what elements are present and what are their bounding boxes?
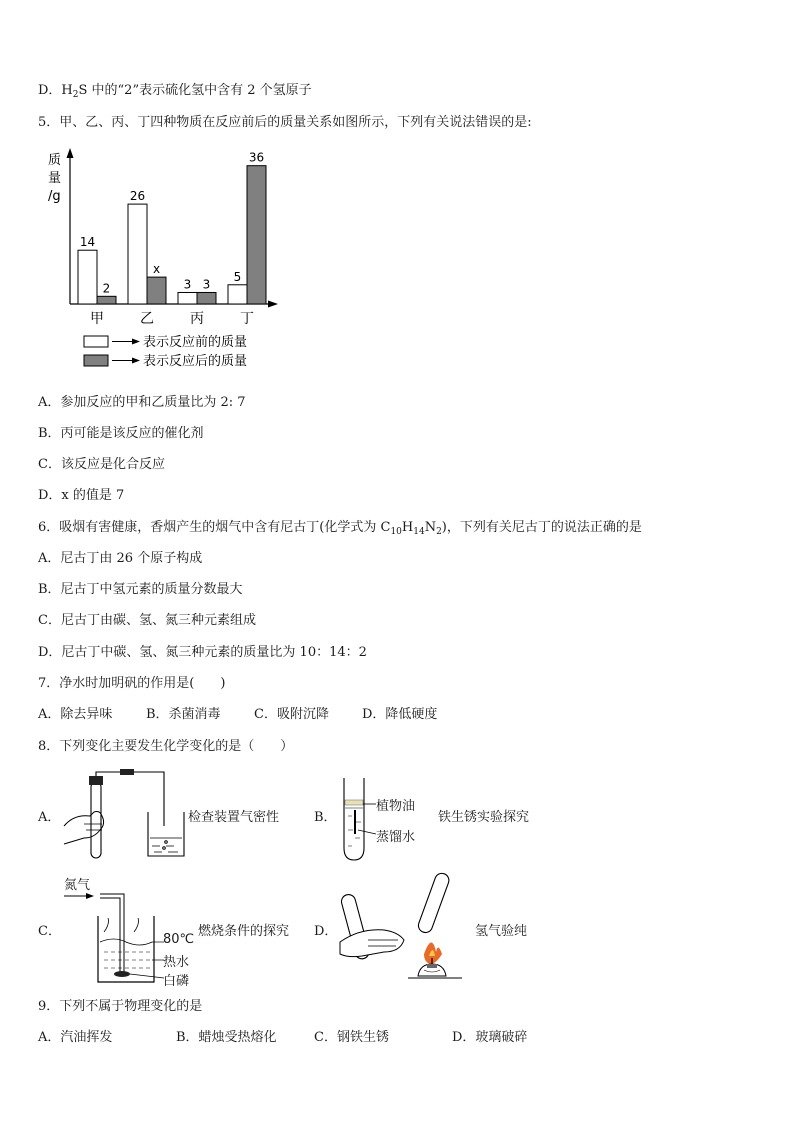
bar-before-3 [178, 292, 197, 304]
q8-letter-c: C． [38, 924, 61, 939]
bar-after-2 [147, 277, 166, 304]
x-axis-arrow [268, 301, 278, 308]
bar-after-4 [247, 166, 266, 304]
q5-stem: 5．甲、乙、丙、丁四种物质在反应前后的质量关系如图所示，下列有关说法错误的是: [38, 115, 532, 130]
q7-option-b: B．杀菌消毒 [146, 707, 221, 722]
q6-option-d: D．尼古丁中碳、氢、氮三种元素的质量比为 10：14：2 [38, 645, 367, 660]
q8-b-label-water: 蒸馏水 [376, 830, 416, 845]
hydrogen-purity-image [338, 872, 466, 984]
legend-swatch-2 [84, 355, 108, 366]
data-label-after-2: x [152, 262, 161, 277]
q8-c-label-phosphorus: 白磷 [163, 974, 190, 989]
mass-bar-chart [40, 140, 290, 375]
bar-after-3 [197, 292, 216, 304]
legend-label-1: 表示反应前的质量 [143, 335, 248, 350]
q6-sub-c: 10 [390, 527, 402, 537]
q4-optd-text-b: S 中的“2”表示硫化氢中含有 2 个氢原子 [78, 83, 312, 98]
q7-stem: 7．净水时加明矾的作用是( ) [38, 676, 226, 691]
data-label-before-2: 26 [129, 189, 146, 204]
legend-label-2: 表示反应后的质量 [143, 354, 248, 369]
q6-h: H [401, 520, 414, 535]
q6-n: N [424, 520, 437, 535]
q8-letter-a: A． [38, 810, 61, 825]
category-label-3: 丙 [190, 311, 204, 327]
q8-stem: 8．下列变化主要发生化学变化的是（ ） [38, 739, 294, 754]
category-label-4: 丁 [240, 311, 254, 327]
airtightness-apparatus-image [60, 768, 190, 864]
category-label-1: 甲 [90, 311, 104, 327]
q8-c-label-temp: 80℃ [163, 932, 195, 947]
data-label-before-1: 14 [79, 235, 96, 250]
q8-caption-a: 检查装置气密性 [188, 810, 280, 825]
q6-option-b: B．尼古丁中氢元素的质量分数最大 [38, 582, 243, 597]
q4-optd-text-a: D．H [38, 83, 73, 98]
q9-options [38, 1029, 527, 1047]
q9-option-d: D．玻璃破碎 [452, 1030, 528, 1045]
legend-arrow-head-2 [132, 358, 140, 364]
category-label-2: 乙 [140, 311, 154, 327]
q7-option-c: C．吸附沉降 [254, 707, 329, 722]
q8-caption-d: 氢气验纯 [475, 924, 528, 939]
y-label-3: /g [48, 189, 61, 204]
q5-option-d: D．x 的值是 7 [38, 488, 125, 503]
q5-option-c: C．该反应是化合反应 [38, 457, 165, 472]
data-label-after-4: 36 [248, 150, 265, 165]
q8-caption-b: 铁生锈实验探究 [438, 810, 530, 825]
data-label-after-3: 3 [202, 277, 211, 292]
q8-letter-d: D． [314, 924, 338, 939]
q8-c-label-hotwater: 热水 [163, 955, 190, 970]
bar-before-4 [228, 285, 247, 304]
q9-option-b: B．蜡烛受热熔化 [176, 1030, 277, 1045]
q6-sub-n: 2 [436, 527, 442, 537]
q6-stem-a: 6．吸烟有害健康，香烟产生的烟气中含有尼古丁(化学式为 C [38, 520, 391, 535]
legend-arrow-head-1 [132, 339, 140, 345]
q9-option-c: C．钢铁生锈 [314, 1030, 389, 1045]
bar-before-1 [78, 250, 97, 304]
q7-option-d: D．降低硬度 [362, 707, 438, 722]
q6-stem-b: )，下列有关尼古丁的说法正确的是 [441, 520, 642, 535]
y-axis-arrow [67, 148, 74, 158]
q4-option-d [38, 82, 312, 100]
bar-before-2 [128, 204, 147, 304]
y-label-2: 量 [48, 171, 62, 186]
q6-option-a: A．尼古丁由 26 个原子构成 [38, 551, 203, 566]
q8-letter-b: B． [314, 810, 337, 825]
q9-stem: 9．下列不属于物理变化的是 [38, 999, 203, 1014]
data-label-before-4: 5 [233, 269, 242, 284]
q8-caption-c: 燃烧条件的探究 [198, 924, 290, 939]
combustion-beaker-image [64, 886, 164, 988]
q8-b-label-oil: 植物油 [376, 799, 416, 814]
data-label-before-3: 3 [183, 277, 192, 292]
q9-option-a: A．汽油挥发 [38, 1030, 113, 1045]
q5-option-a: A．参加反应的甲和乙质量比为 2: 7 [38, 395, 246, 410]
q8-c-label-n2: 氮气 [64, 878, 91, 893]
q5-option-b: B．丙可能是该反应的催化剂 [38, 426, 204, 441]
q6-sub-h: 14 [413, 527, 425, 537]
legend-swatch-1 [84, 336, 108, 347]
test-tube-rust-image [336, 774, 380, 864]
q7-option-a: A．除去异味 [38, 707, 113, 722]
q6-stem [38, 519, 642, 537]
q4-optd-sub: 2 [72, 90, 79, 100]
y-label-1: 质 [48, 153, 62, 168]
q7-options [38, 706, 437, 724]
q6-option-c: C．尼古丁由碳、氢、氮三种元素组成 [38, 613, 256, 628]
data-label-after-1: 2 [102, 281, 111, 296]
bar-after-1 [97, 296, 116, 304]
